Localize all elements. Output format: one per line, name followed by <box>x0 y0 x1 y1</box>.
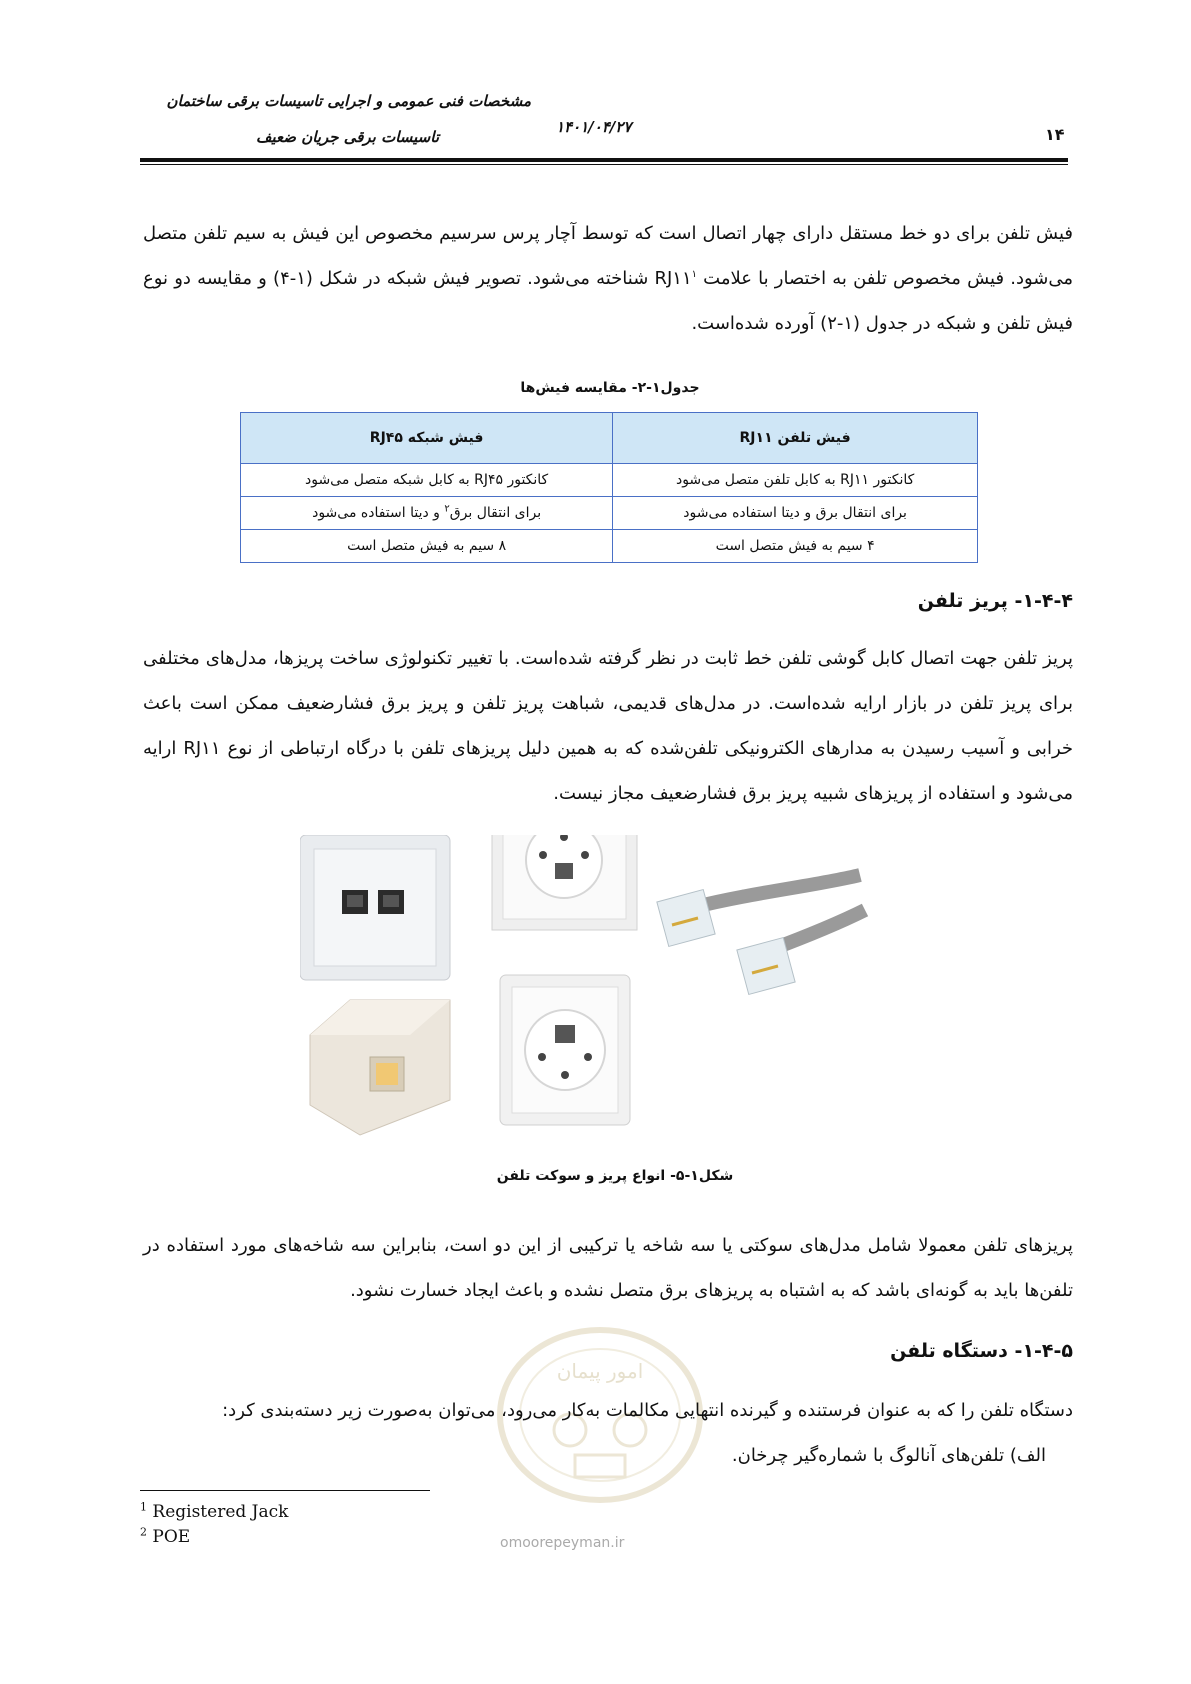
footnote-1-text: Registered Jack <box>147 1502 289 1522</box>
table-header-cell: فیش تلفن RJ۱۱ <box>613 413 978 464</box>
combined-socket-image <box>500 975 630 1125</box>
footnote-1 <box>140 1502 288 1522</box>
table-cell-text: برای انتقال برق <box>449 505 542 521</box>
section-paragraph: پریز تلفن جهت اتصال کابل گوشی تلفن خط ثابت در نظر گرفته شده‌است. با تغییر تکنولوژی ساخت پریزها، مدل‌های مختلفی برای پریز تلفن در بازار ارایه شده‌است. در مدل‌های قدیمی، شباهت پریز تلفن و پریز برق فشارضعیف ممکن است باعث خرابی و آسیب رسیدن به مدارهای الکترونیکی تلفن‌شده که به همین دلیل پریزهای تلفن با درگاه ارتباطی از نوع RJ۱۱ ارایه می‌شود و استفاده از پریزهای شبیه پریز برق فشارضعیف مجاز نیست. <box>143 648 1073 804</box>
table-header-cell: فیش شبکه RJ۴۵ <box>241 413 613 464</box>
intro-text-a: فیش تلفن برای دو خط مستقل دارای چهار اتصال است که توسط آچار پرس سرسیم مخصوص این فیش به سیم تلفن متصل می‌شود. فیش مخصوص تلفن به اختصار با علامت RJ۱۱ <box>143 223 1074 289</box>
intro-paragraph <box>143 211 1073 346</box>
telephone-socket-figure <box>300 835 930 1140</box>
footnote-2-mark: 2 <box>140 1525 147 1539</box>
double-socket-image <box>300 835 450 980</box>
footnote-mark-1: ۱ <box>691 269 697 280</box>
section-heading-telephone-socket: ۱-۴-۴- پریز تلفن <box>917 590 1073 612</box>
header-rule-thin <box>140 164 1068 165</box>
table-header-row <box>241 413 978 464</box>
table-cell <box>241 497 613 530</box>
table-row <box>241 464 978 497</box>
table-cell: ۸ سیم به فیش متصل است <box>241 530 613 563</box>
table-cell: کانکتور RJ۱۱ به کابل تلفن متصل می‌شود <box>613 464 978 497</box>
page-number: ۱۴ <box>1045 125 1065 144</box>
footnote-2 <box>140 1527 190 1547</box>
header-rule-thick <box>140 158 1068 162</box>
section-heading-telephone-set: ۱-۴-۵- دستگاه تلفن <box>890 1340 1073 1362</box>
table-cell-text-tail: و دیتا استفاده می‌شود <box>312 505 445 521</box>
three-pin-socket-image <box>492 835 637 930</box>
list-item-a: الف) تلفن‌های آنالوگ با شماره‌گیر چرخان. <box>731 1445 1046 1466</box>
table-cell: ۴ سیم به فیش متصل است <box>613 530 978 563</box>
rj11-plugs-image <box>657 875 865 994</box>
footnote-2-text: POE <box>147 1527 191 1547</box>
figure-caption: شکل۱-۵- انواع پریز و سوکت تلفن <box>496 1168 734 1184</box>
intro-text-b: شناخته می‌شود. تصویر فیش شبکه در شکل (۱-۴) و مقایسه دو نوع فیش تلفن و شبکه در جدول (۱-۲) آورده شده‌است. <box>143 268 1073 334</box>
header-subtitle: تاسیسات برقی جریان ضعیف <box>255 128 439 146</box>
footnote-mark-2: ۲ <box>444 503 450 515</box>
header-title: مشخصات فنی عمومی و اجرایی تاسیسات برقی ساختمان <box>166 92 531 110</box>
table-cell: کانکتور RJ۴۵ به کابل شبکه متصل می‌شود <box>241 464 613 497</box>
footnote-1-mark: 1 <box>140 1500 147 1514</box>
footnote-rule <box>140 1490 430 1491</box>
table-caption: جدول۱-۲- مقایسه فیش‌ها <box>520 380 700 396</box>
table-row <box>241 530 978 563</box>
watermark-url: omoorepeyman.ir <box>500 1535 625 1551</box>
section-paragraph: دستگاه تلفن را که به عنوان فرستنده و گیرنده انتهایی مکالمات به‌کار می‌رود، می‌توان به‌صورت زیر دسته‌بندی کرد: <box>222 1400 1073 1421</box>
header-date: ۱۴۰۱/۰۴/۲۷ <box>556 118 632 136</box>
socket-paragraph: پریزهای تلفن معمولا شامل مدل‌های سوکتی یا سه شاخه یا ترکیبی از این دو است، بنابراین سه شاخه‌های مورد استفاده در تلفن‌ها باید به گونه‌ای باشد که به اشتباه به پریزهای برق متصل نشده و باعث ایجاد خسارت نشود. <box>143 1235 1073 1301</box>
table-cell: برای انتقال برق و دیتا استفاده می‌شود <box>613 497 978 530</box>
watermark-text: امور پیمان <box>556 1359 644 1383</box>
table-row <box>241 497 978 530</box>
surface-mount-box-image <box>310 1000 450 1135</box>
comparison-table <box>240 412 978 563</box>
